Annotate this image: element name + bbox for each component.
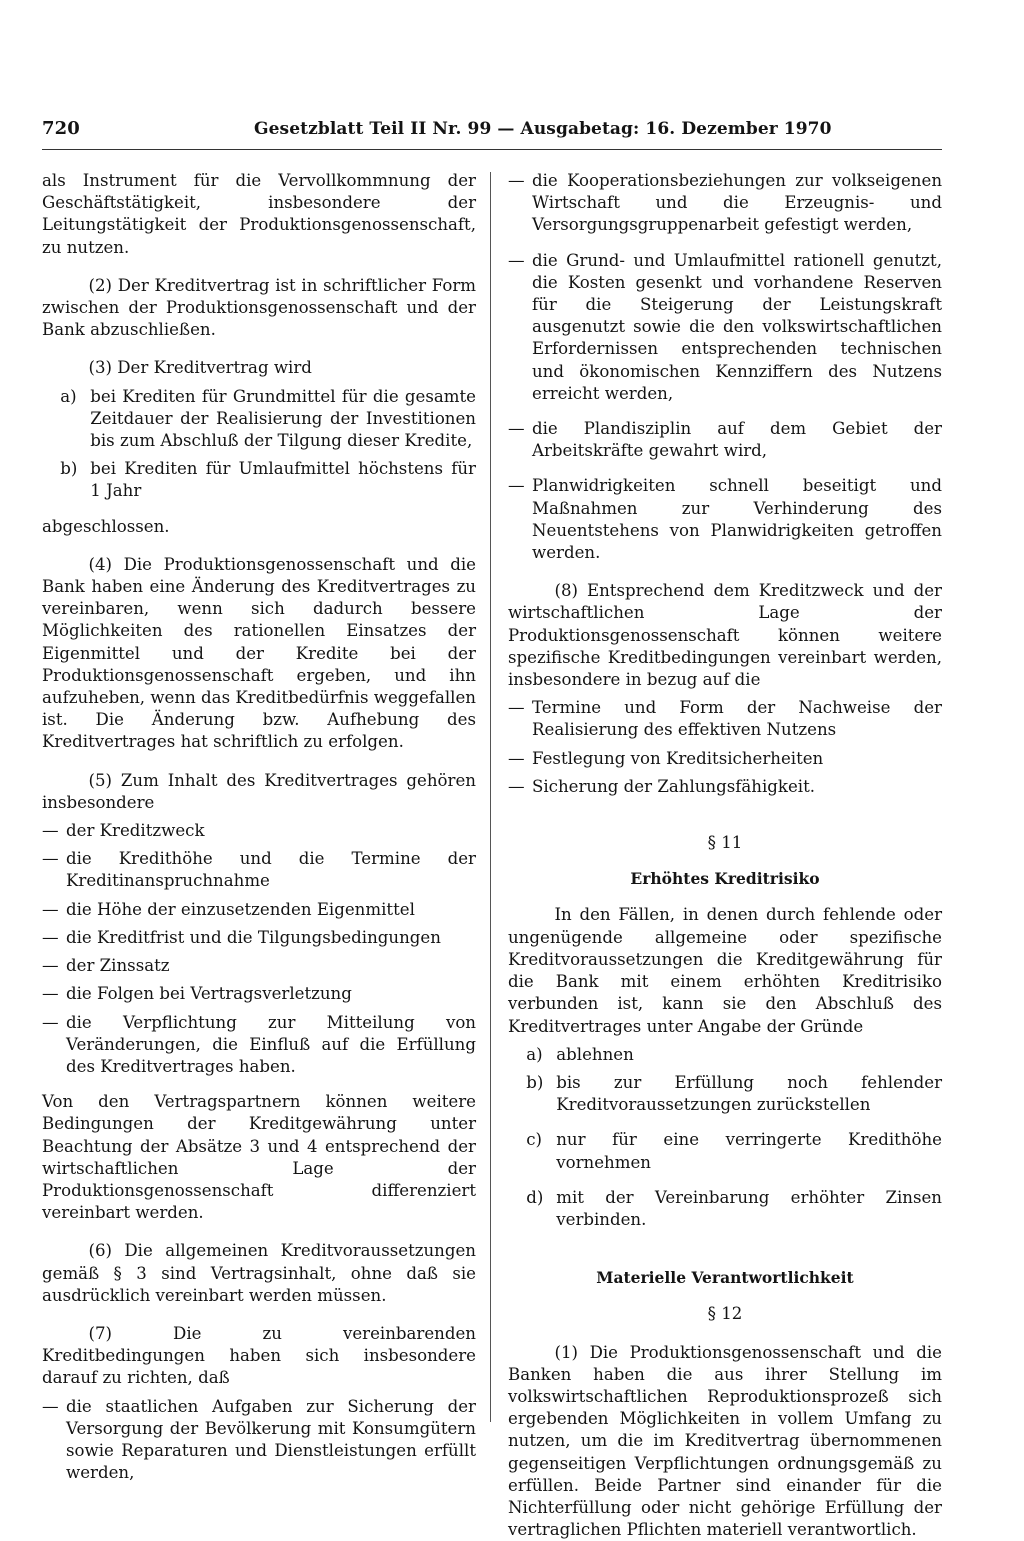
- paragraph-2: (2) Der Kreditvertrag ist in schriftlicher Form zwischen der Produktionsgenossenschaft und der Bank abzuschließen.: [42, 275, 476, 340]
- list-marker: —: [508, 776, 525, 796]
- list-text: mit der Vereinbarung erhöhter Zinsen verbinden.: [556, 1187, 942, 1229]
- list-item: [42, 899, 476, 921]
- section-12-title: Materielle Verantwortlichkeit: [596, 1268, 854, 1288]
- list-text: bei Krediten für Umlaufmittel höchstens für 1 Jahr: [90, 459, 476, 501]
- list-text: bis zur Erfüllung noch fehlender Kreditvoraussetzungen zurückstellen: [556, 1072, 942, 1115]
- list-item: [42, 927, 476, 949]
- list-marker: —: [42, 821, 59, 841]
- list-item: [508, 748, 942, 770]
- list-item: [508, 418, 942, 462]
- list-marker: —: [42, 849, 59, 869]
- list-text: Planwidrigkeiten schnell beseitigt und Maßnahmen zur Verhinderung des Neuentstehens von Planwidrigkeiten getroffen werden.: [532, 476, 942, 563]
- list-item: [526, 1072, 942, 1116]
- list-text: die staatlichen Aufgaben zur Sicherung der Versorgung der Bevölkerung mit Konsumgütern sowie Reparaturen und Dienstleistungen erfüllt werden,: [66, 1396, 476, 1483]
- list-marker: —: [42, 1396, 59, 1416]
- paragraph-7-intro: (7) Die zu vereinbarenden Kreditbedingungen haben sich insbesondere darauf zu richten, daß: [42, 1323, 476, 1388]
- list-text: nur für eine verringerte Kredithöhe vornehmen: [556, 1130, 942, 1172]
- left-column: [42, 170, 476, 1484]
- list-marker: —: [42, 927, 59, 947]
- list-text: bei Krediten für Grundmittel für die gesamte Zeitdauer der Realisierung der Investitionen bis zum Abschluß der Tilgung dieser Kredite,: [90, 386, 476, 451]
- list-marker: —: [42, 899, 59, 919]
- list-text: die Kooperationsbeziehungen zur volkseigenen Wirtschaft und die Erzeugnis- und Versorgungsgruppenarbeit gefestigt werden,: [532, 171, 942, 235]
- paragraph-5-intro: (5) Zum Inhalt des Kreditvertrages gehören insbesondere: [42, 770, 476, 812]
- list-text: die Kreditfrist und die Tilgungsbedingungen: [66, 927, 441, 947]
- paragraph-8-intro: (8) Entsprechend dem Kreditzweck und der wirtschaftlichen Lage der Produktionsgenossenschaft können weitere spezifische Kreditbedingungen vereinbart werden, insbesondere in bezug auf die: [508, 581, 942, 690]
- list-text: Festlegung von Kreditsicherheiten: [532, 748, 824, 768]
- list-marker: —: [508, 250, 525, 270]
- list-item: [42, 955, 476, 977]
- list-item: [60, 386, 476, 453]
- list-text: die Plandisziplin auf dem Gebiet der Arbeitskräfte gewahrt wird,: [532, 419, 942, 461]
- header-title: Gesetzblatt Teil II Nr. 99 — Ausgabetag: 16. Dezember 1970: [254, 119, 832, 139]
- list-text: der Kreditzweck: [66, 821, 205, 841]
- list-item: [42, 848, 476, 892]
- section-11-sign: § 11: [707, 833, 743, 853]
- list-item: [508, 776, 942, 798]
- list-marker: —: [42, 1012, 59, 1032]
- list-marker: a): [526, 1044, 543, 1064]
- list-text: die Grund- und Umlaufmittel rationell genutzt, die Kosten gesenkt und vorhandene Reserven für die Steigerung der Leistungskraft ausgenutzt sowie die den volkswirtschaftlichen Erfordernissen entsprechenden technischen und ökonomischen Kennziffern des Nutzens erreicht werden,: [532, 250, 942, 403]
- list-marker: —: [508, 748, 525, 768]
- page-header: [42, 118, 942, 148]
- list-item: [508, 697, 942, 741]
- section-12-paragraph-1: (1) Die Produktionsgenossenschaft und die Banken haben die aus ihrer Stellung im volkswirtschaftlichen Reproduktionsprozeß sich ergebenden Möglichkeiten in vollem Umfang zu nutzen, um die im Kreditvertrag übernommenen gegenseitigen Verpflichtungen ordnungsgemäß zu erfüllen. Beide Partner sind einander für die Nichterfüllung oder nicht gehörige Erfüllung der vertraglichen Pflichten materiell verantwortlich.: [508, 1342, 942, 1540]
- list-item: [508, 475, 942, 564]
- list-item: [526, 1044, 942, 1066]
- list-item: [508, 170, 942, 237]
- list-marker: b): [60, 459, 78, 479]
- list-text: die Höhe der einzusetzenden Eigenmittel: [66, 899, 415, 919]
- list-item: [508, 250, 942, 405]
- list-text: die Folgen bei Vertragsverletzung: [66, 984, 352, 1004]
- header-rule: [42, 149, 942, 150]
- paragraph-4: (4) Die Produktionsgenossenschaft und die Bank haben eine Änderung des Kreditvertrages zu vereinbaren, wenn sich dadurch bessere Möglichkeiten des rationellen Einsatzes der Eigenmittel und der Kredite bei der Produktionsgenossenschaft ergeben, und ihn aufzuheben, wenn das Kreditbedürfnis weggefallen ist. Die Änderung bzw. Aufhebung des Kreditvertrages hat schriftlich zu erfolgen.: [42, 554, 476, 752]
- list-text: Sicherung der Zahlungsfähigkeit.: [532, 776, 816, 796]
- list-item: [42, 1396, 476, 1485]
- list-marker: c): [526, 1130, 543, 1150]
- paragraph-5-end: Von den Vertragspartnern können weitere Bedingungen der Kreditgewährung unter Beachtung der Absätze 3 und 4 entsprechend der wirtschaftlichen Lage der Produktionsgenossenschaft differenziert vereinbart werden.: [42, 1092, 476, 1223]
- section-11-title: Erhöhtes Kreditrisiko: [630, 869, 820, 889]
- list-item: [526, 1129, 942, 1173]
- list-marker: —: [508, 419, 525, 439]
- list-item: [60, 458, 476, 502]
- list-marker: b): [526, 1072, 544, 1092]
- list-text: die Kredithöhe und die Termine der Kreditinanspruchnahme: [66, 849, 476, 891]
- list-item: [42, 1012, 476, 1079]
- paragraph-3-end: abgeschlossen.: [42, 516, 170, 536]
- list-item: [42, 983, 476, 1005]
- page-number: 720: [42, 118, 80, 139]
- right-column: [508, 170, 942, 1541]
- list-text: ablehnen: [556, 1044, 634, 1064]
- paragraph-3-intro: (3) Der Kreditvertrag wird: [88, 358, 312, 378]
- list-marker: a): [60, 386, 77, 406]
- list-marker: —: [508, 171, 525, 190]
- list-text: die Verpflichtung zur Mitteilung von Veränderungen, die Einfluß auf die Erfüllung des Kreditvertrages haben.: [66, 1012, 476, 1076]
- section-12-sign: § 12: [707, 1304, 743, 1324]
- list-marker: d): [526, 1187, 544, 1207]
- continued-paragraph: als Instrument für die Vervollkommnung der Geschäftstätigkeit, insbesondere der Leitungstätigkeit der Produktionsgenossenschaft, zu nutzen.: [42, 171, 476, 257]
- list-item: [526, 1187, 942, 1231]
- list-item: [42, 820, 476, 842]
- list-text: Termine und Form der Nachweise der Realisierung des effektiven Nutzens: [532, 698, 942, 740]
- column-divider: [490, 172, 491, 1422]
- list-marker: —: [42, 956, 59, 976]
- list-text: der Zinssatz: [66, 956, 170, 976]
- list-marker: —: [42, 984, 59, 1004]
- list-marker: —: [508, 698, 525, 718]
- paragraph-6: (6) Die allgemeinen Kreditvoraussetzungen gemäß § 3 sind Vertragsinhalt, ohne daß sie ausdrücklich vereinbart werden müssen.: [42, 1241, 476, 1305]
- list-marker: —: [508, 476, 525, 496]
- section-11-intro: In den Fällen, in denen durch fehlende oder ungenügende allgemeine oder spezifische Kreditvoraussetzungen die Kreditgewährung für die Bank mit einem erhöhten Kreditrisiko verbunden ist, kann sie den Abschluß des Kreditvertrages unter Angabe der Gründe: [508, 905, 942, 1036]
